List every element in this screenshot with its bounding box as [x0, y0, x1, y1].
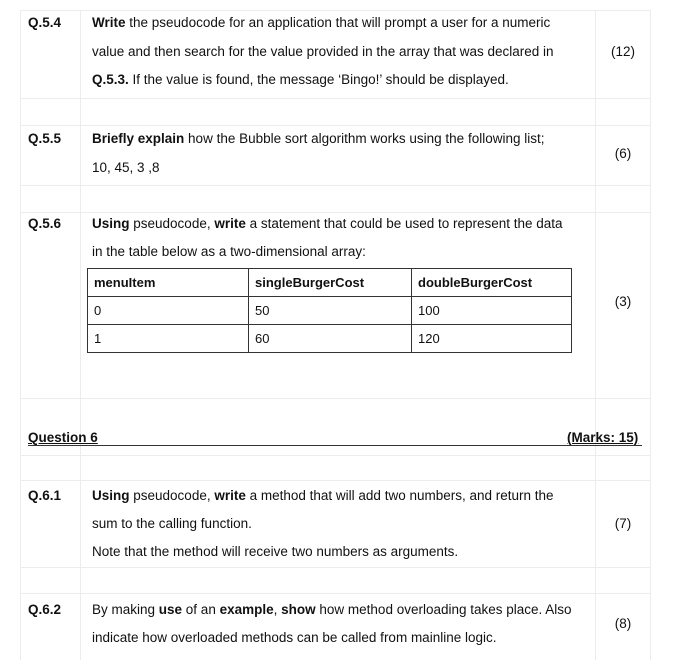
table-cell: 50 — [249, 297, 412, 325]
section-title: Question 6 — [28, 430, 98, 445]
question-text-line: indicate how overloaded methods can be called from mainline logic. — [92, 630, 497, 645]
question-text-line: Write the pseudocode for an application that will prompt a user for a numeric — [92, 15, 551, 30]
table-cell: 120 — [412, 325, 572, 353]
question-text-line: in the table below as a two-dimensional array: — [92, 244, 366, 259]
question-text-line: Using pseudocode, write a statement that could be used to represent the data — [92, 216, 563, 231]
grid-line — [20, 185, 650, 186]
question-text-line: Note that the method will receive two numbers as arguments. — [92, 544, 459, 559]
grid-line — [20, 398, 650, 399]
question-marks: (3) — [614, 294, 632, 309]
table-cell: 60 — [249, 325, 412, 353]
question-text-line: 10, 45, 3 ,8 — [92, 160, 160, 175]
table-row — [88, 297, 572, 325]
grid-line — [20, 567, 650, 568]
section-marks: (Marks: 15) — [567, 430, 639, 445]
grid-line — [20, 98, 650, 99]
table-header-row — [88, 269, 572, 297]
grid-line — [20, 212, 650, 213]
burger-cost-table — [87, 268, 572, 353]
table-row — [88, 325, 572, 353]
table-cell: 100 — [412, 297, 572, 325]
table-cell: 1 — [88, 325, 249, 353]
table-header-cell: singleBurgerCost — [249, 269, 412, 297]
question-number: Q.6.1 — [28, 488, 62, 503]
question-text-line: sum to the calling function. — [92, 516, 252, 531]
question-text-line: By making use of an example, show how method overloading takes place. Also — [92, 602, 572, 617]
grid-line — [20, 10, 21, 660]
question-text-line: value and then search for the value provided in the array that was declared in — [92, 44, 554, 59]
question-number: Q.5.5 — [28, 131, 62, 146]
grid-line — [80, 10, 81, 660]
question-number: Q.6.2 — [28, 602, 62, 617]
question-text-line: Q.5.3. If the value is found, the message ‘Bingo!’ should be displayed. — [92, 72, 509, 87]
table-header-cell: menuItem — [88, 269, 249, 297]
question-number: Q.5.6 — [28, 216, 62, 231]
question-marks: (12) — [610, 44, 635, 59]
table-cell: 0 — [88, 297, 249, 325]
question-text-line: Briefly explain how the Bubble sort algorithm works using the following list; — [92, 131, 545, 146]
question-text-line: Using pseudocode, write a method that will add two numbers, and return the — [92, 488, 554, 503]
grid-line — [595, 10, 596, 660]
question-marks: (7) — [614, 516, 632, 531]
grid-line — [20, 593, 650, 594]
grid-line — [20, 480, 650, 481]
grid-line — [20, 125, 650, 126]
grid-line — [20, 10, 650, 11]
section-rule — [28, 445, 642, 446]
table-header-cell: doubleBurgerCost — [412, 269, 572, 297]
question-marks: (6) — [614, 146, 632, 161]
question-marks: (8) — [614, 616, 632, 631]
grid-line — [20, 455, 650, 456]
question-number: Q.5.4 — [28, 15, 62, 30]
grid-line — [650, 10, 651, 660]
